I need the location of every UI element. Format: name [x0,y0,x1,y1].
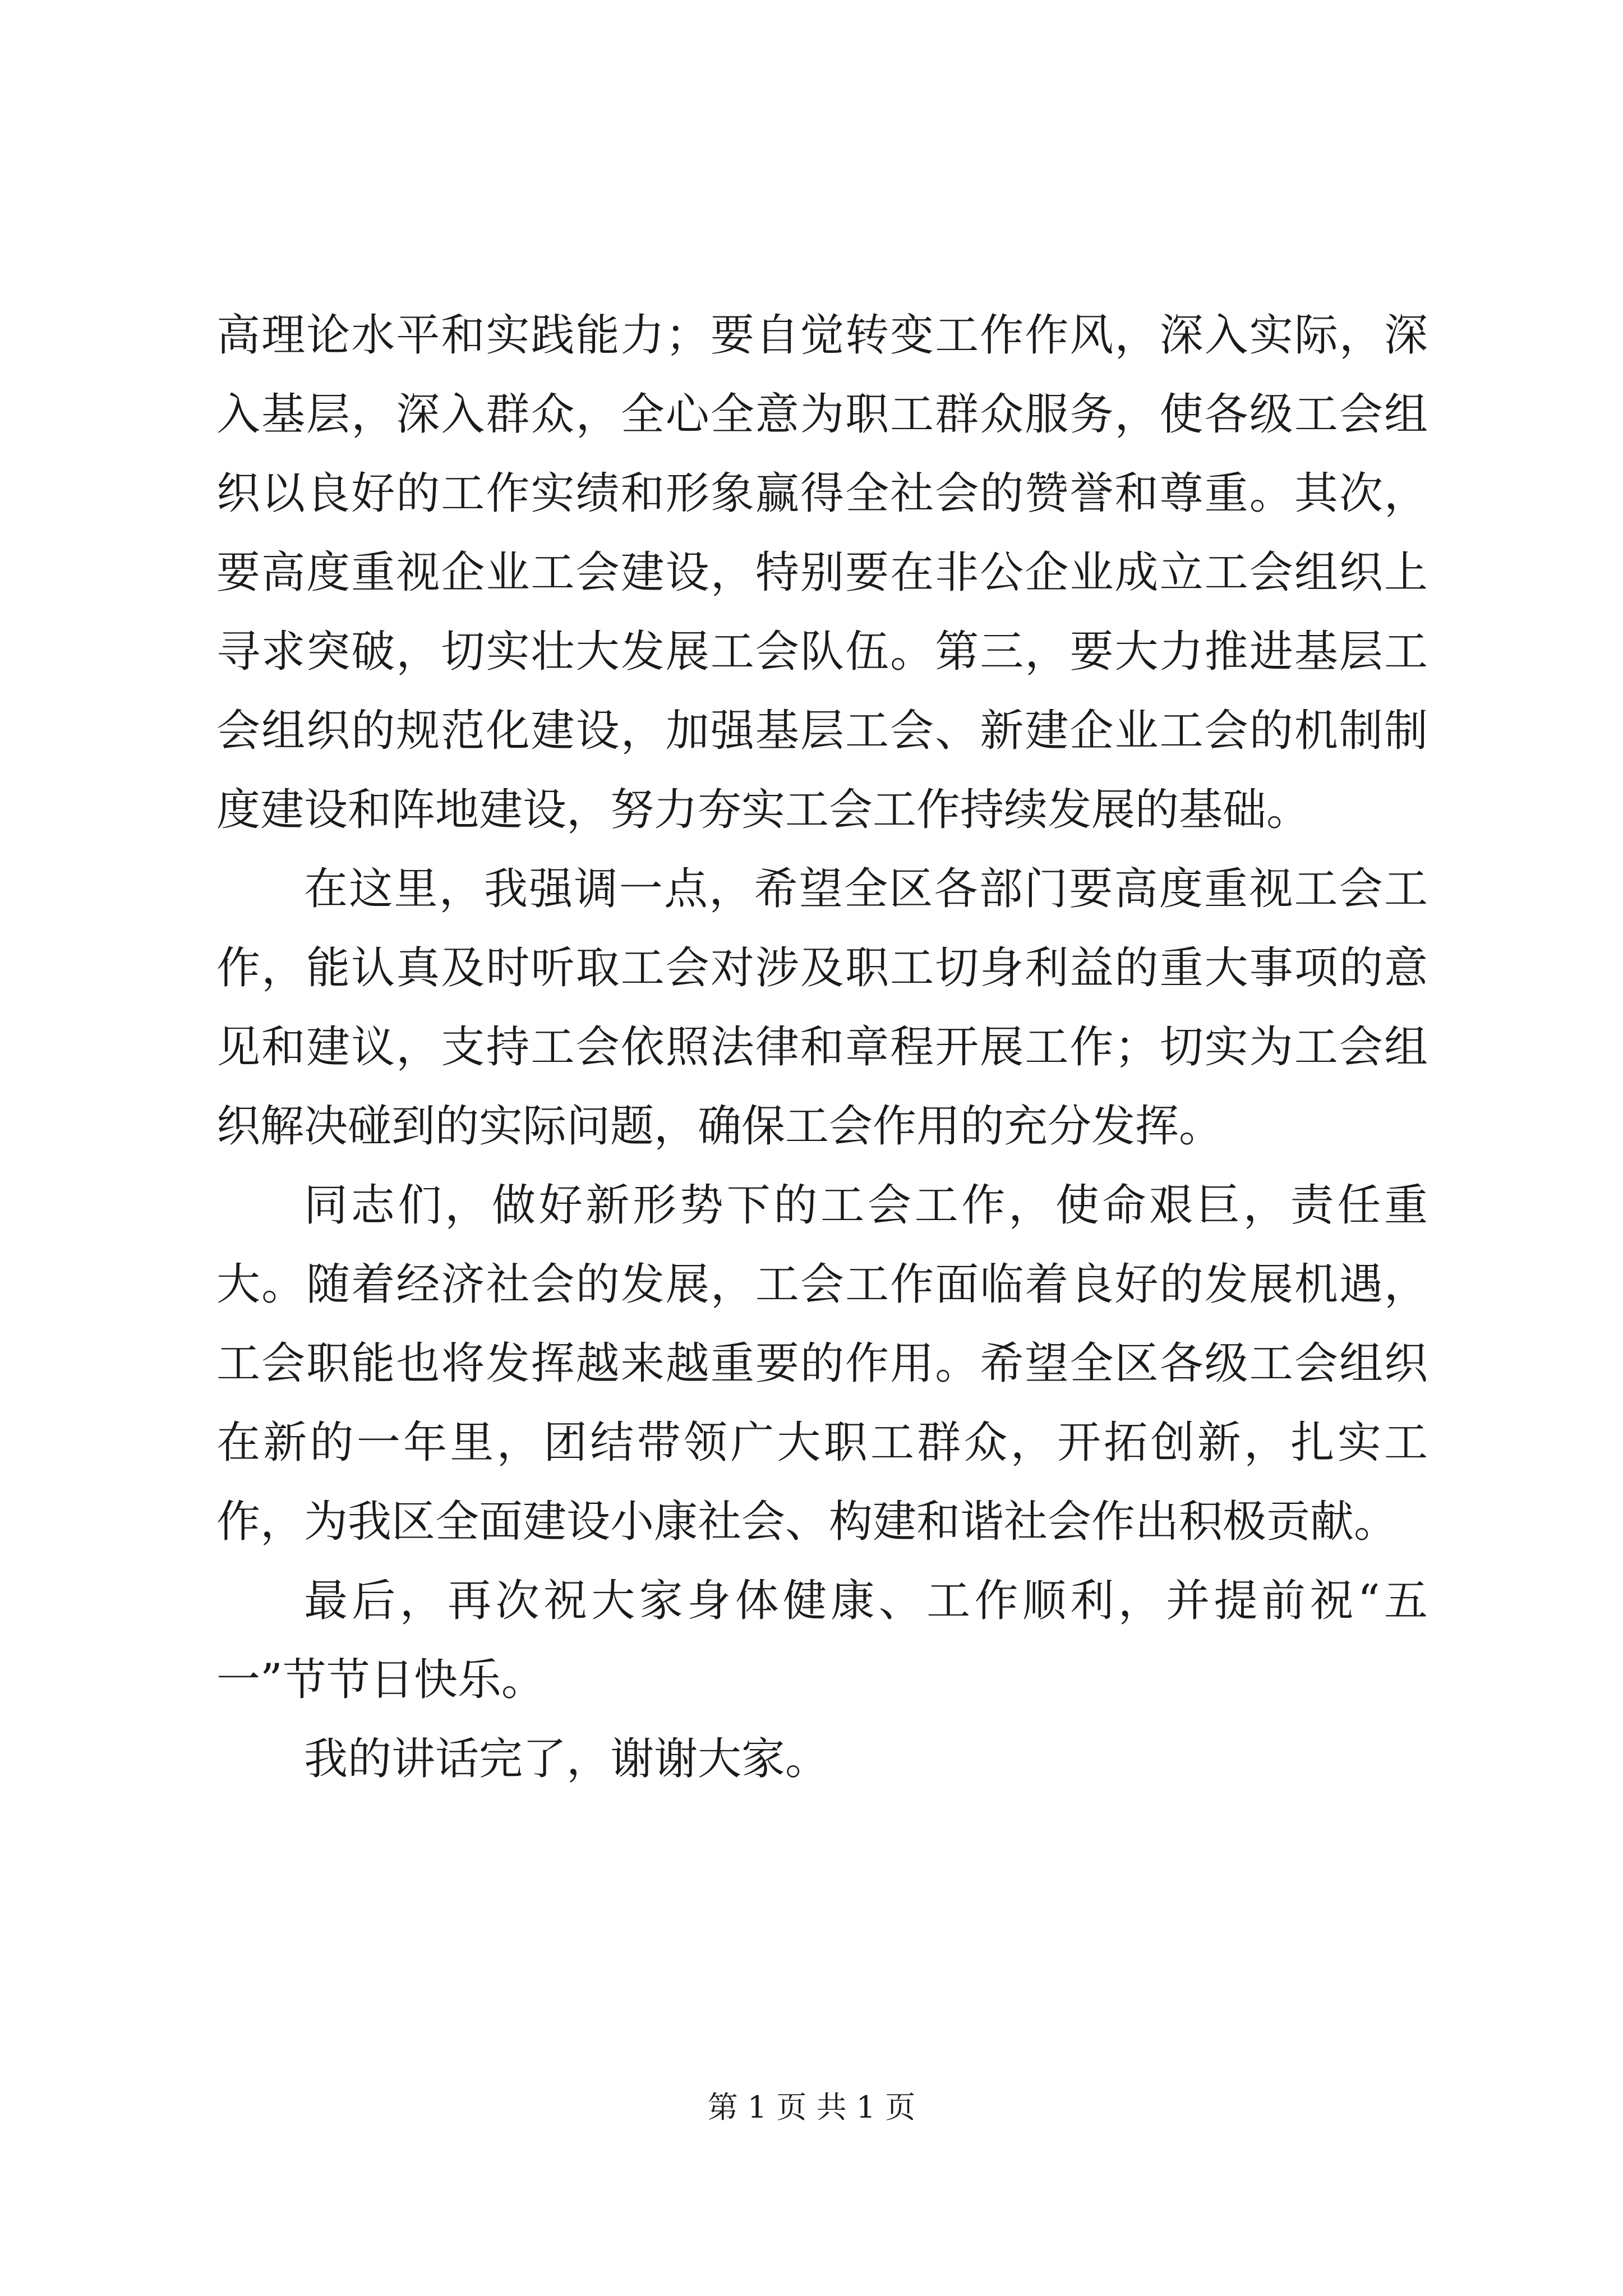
paragraph-4: 最后，再次祝大家身体健康、工作顺利，并提前祝“五一”节节日快乐。 [216,1576,1428,1705]
paragraph-3: 同志们，做好新形势下的工会工作，使命艰巨，责任重大。随着经济社会的发展，工会工作面临着良好的发展机遇，工会职能也将发挥越来越重要的作用。希望全区各级工会组织在新的一年里，团结带领广大职工群众，开拓创新，扎实工作，为我区全面建设小康社会、构建和谐社会作出积极贡献。 [216,1180,1428,1547]
page-number-label: 第 1 页 共 1 页 [707,2090,916,2125]
page-footer [0,2088,1623,2127]
paragraph-5: 我的讲话完了，谢谢大家。 [304,1734,829,1784]
document-body [216,296,1428,1799]
paragraph-2: 在这里，我强调一点，希望全区各部门要高度重视工会工作，能认真及时听取工会对涉及职工切身利益的重大事项的意见和建议，支持工会依照法律和章程开展工作；切实为工会组织解决碰到的实际问题，确保工会作用的充分发挥。 [216,864,1428,1152]
paragraph-1: 高理论水平和实践能力；要自觉转变工作作风，深入实际，深入基层，深入群众，全心全意为职工群众服务，使各级工会组织以良好的工作实绩和形象赢得全社会的赞誉和尊重。其次，要高度重视企业工会建设，特别要在非公企业成立工会组织上寻求突破，切实壮大发展工会队伍。第三，要大力推进基层工会组织的规范化建设，加强基层工会、新建企业工会的机制制度建设和阵地建设，努力夯实工会工作持续发展的基础。 [216,310,1428,835]
